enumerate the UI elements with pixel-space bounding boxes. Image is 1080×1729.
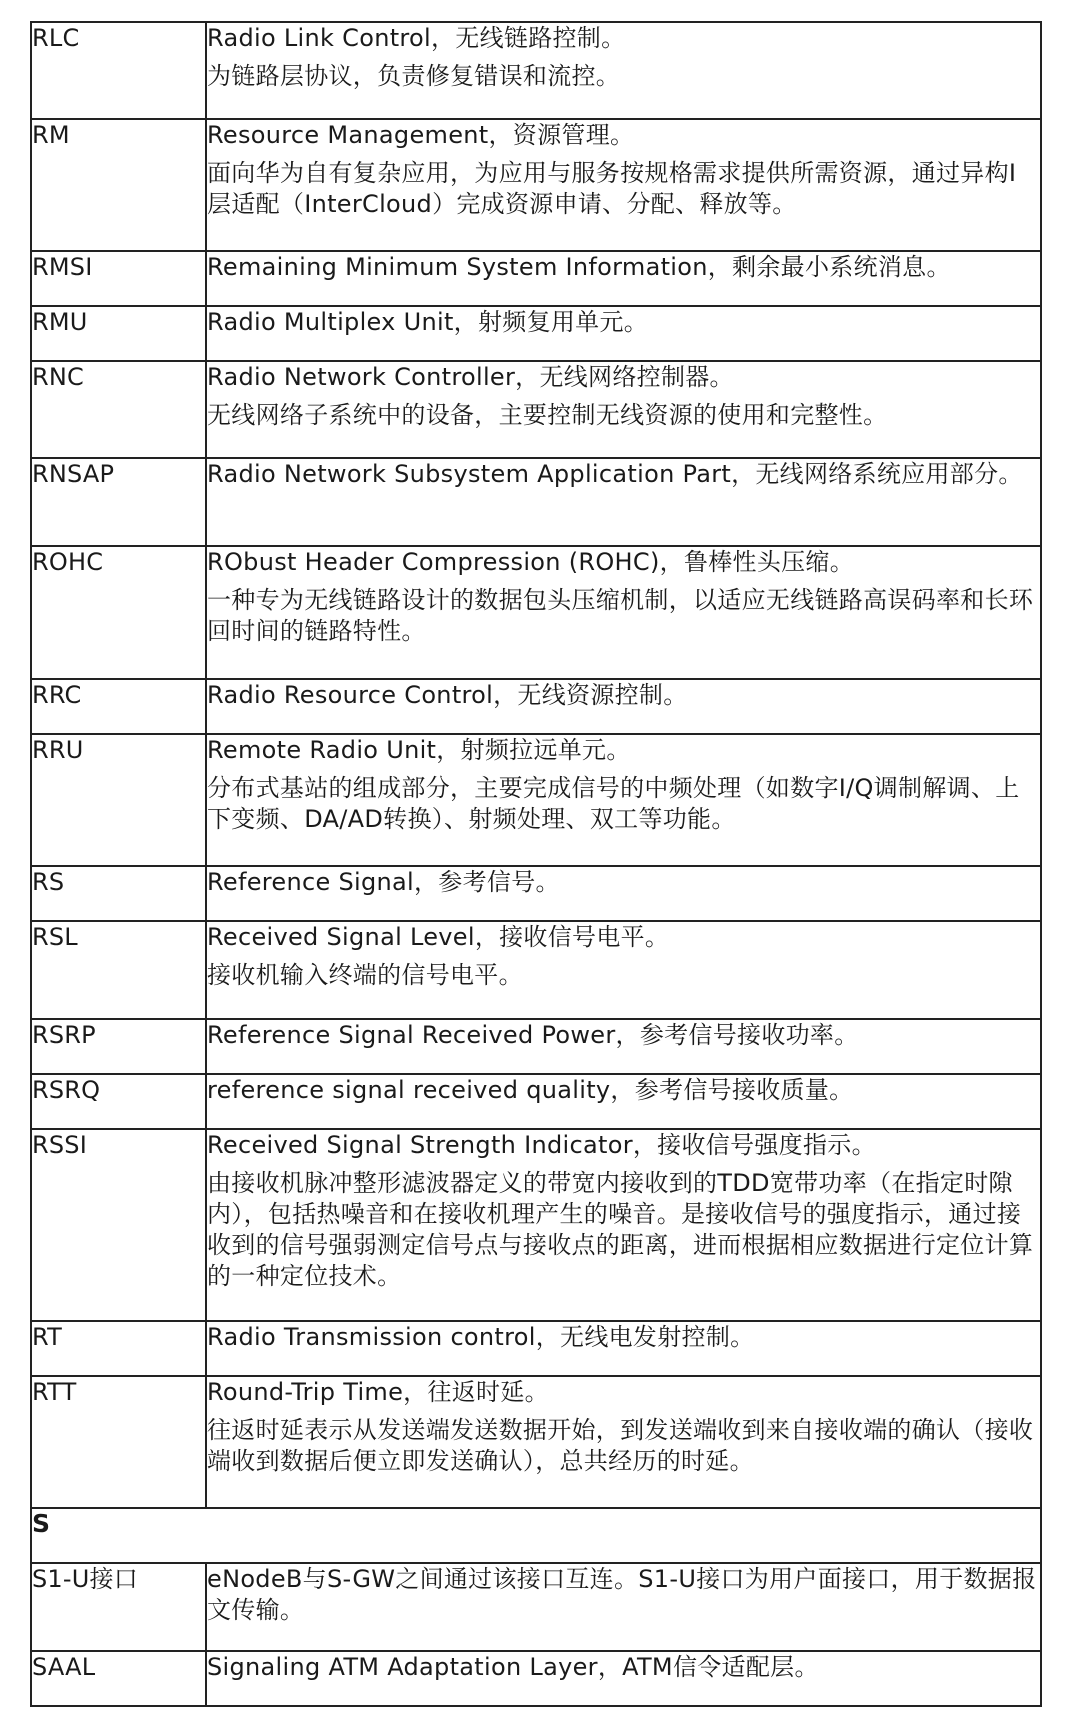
definition-cell <box>206 921 1041 1019</box>
definition-description: 接收机输入终端的信号电平。 <box>207 961 523 989</box>
definition-cell <box>206 458 1041 546</box>
table-row <box>31 1376 1041 1508</box>
definition-title: Resource Management，资源管理。 <box>207 121 635 149</box>
definition-description: 往返时延表示从发送端发送数据开始，到发送端收到来自接收端的确认（接收端收到数据后便立即发送确认），总共经历的时延。 <box>207 1416 1034 1475</box>
term-cell: S1-U接口 <box>31 1563 206 1651</box>
table-row <box>31 866 1041 921</box>
term-cell: ROHC <box>31 546 206 679</box>
definition-description: 面向华为自有复杂应用，为应用与服务按规格需求提供所需资源，通过异构I层适配（InterCloud）完成资源申请、分配、释放等。 <box>207 159 1017 218</box>
table-row <box>31 119 1041 251</box>
definition-title: Signaling ATM Adaptation Layer，ATM信令适配层。 <box>207 1653 819 1681</box>
definition-cell <box>206 1376 1041 1508</box>
table-row <box>31 1651 1041 1706</box>
glossary-table <box>30 21 1042 1707</box>
definition-cell <box>206 734 1041 866</box>
table-row <box>31 921 1041 1019</box>
table-row <box>31 1563 1041 1651</box>
table-row <box>31 306 1041 361</box>
definition-title: Reference Signal，参考信号。 <box>207 868 560 896</box>
term-cell: RTT <box>31 1376 206 1508</box>
term-cell: RS <box>31 866 206 921</box>
definition-title: Radio Network Controller，无线网络控制器。 <box>207 363 734 391</box>
table-row <box>31 1129 1041 1321</box>
definition-title: eNodeB与S-GW之间通过该接口互连。S1-U接口为用户面接口，用于数据报文传输。 <box>207 1565 1037 1624</box>
definition-cell <box>206 361 1041 458</box>
definition-title: Received Signal Strength Indicator，接收信号强度指示。 <box>207 1131 876 1159</box>
table-row <box>31 22 1041 119</box>
term-cell: RT <box>31 1321 206 1376</box>
term-cell: RRU <box>31 734 206 866</box>
table-row <box>31 1321 1041 1376</box>
term-cell: RMSI <box>31 251 206 306</box>
section-header: S <box>31 1508 1041 1563</box>
term-cell: RNC <box>31 361 206 458</box>
definition-cell <box>206 866 1041 921</box>
definition-title: Radio Link Control，无线链路控制。 <box>207 24 626 52</box>
table-row <box>31 734 1041 866</box>
definition-description: 为链路层协议，负责修复错误和流控。 <box>207 62 621 90</box>
definition-description: 一种专为无线链路设计的数据包头压缩机制，以适应无线链路高误码率和长环回时间的链路特性。 <box>207 586 1034 645</box>
definition-title: Received Signal Level，接收信号电平。 <box>207 923 670 951</box>
term-cell: RMU <box>31 306 206 361</box>
table-row <box>31 458 1041 546</box>
definition-title: Remaining Minimum System Information，剩余最小系统消息。 <box>207 253 951 281</box>
table-row <box>31 679 1041 734</box>
term-cell: RRC <box>31 679 206 734</box>
definition-title: reference signal received quality，参考信号接收质量。 <box>207 1076 854 1104</box>
term-cell: RSL <box>31 921 206 1019</box>
table-row <box>31 251 1041 306</box>
definition-cell <box>206 1019 1041 1074</box>
definition-cell <box>206 306 1041 361</box>
definition-title: Radio Resource Control，无线资源控制。 <box>207 681 688 709</box>
section-header-row <box>31 1508 1041 1563</box>
term-cell: RSSI <box>31 1129 206 1321</box>
definition-title: Reference Signal Received Power，参考信号接收功率。 <box>207 1021 859 1049</box>
definition-cell <box>206 1129 1041 1321</box>
term-cell: RLC <box>31 22 206 119</box>
term-cell: RNSAP <box>31 458 206 546</box>
term-cell: RSRQ <box>31 1074 206 1129</box>
table-row <box>31 361 1041 458</box>
definition-cell <box>206 1651 1041 1706</box>
definition-description: 由接收机脉冲整形滤波器定义的带宽内接收到的TDD宽带功率（在指定时隙内），包括热噪音和在接收机理产生的噪音。是接收信号的强度指示，通过接收到的信号强弱测定信号点与接收点的距离，进而根据相应数据进行定位计算的一种定位技术。 <box>207 1169 1034 1290</box>
definition-cell <box>206 1563 1041 1651</box>
definition-cell <box>206 546 1041 679</box>
definition-title: Radio Transmission control，无线电发射控制。 <box>207 1323 755 1351</box>
definition-cell <box>206 1074 1041 1129</box>
table-row <box>31 1074 1041 1129</box>
definition-description: 无线网络子系统中的设备，主要控制无线资源的使用和完整性。 <box>207 401 888 429</box>
definition-cell <box>206 679 1041 734</box>
table-row <box>31 1019 1041 1074</box>
definition-title: Remote Radio Unit，射频拉远单元。 <box>207 736 631 764</box>
term-cell: RSRP <box>31 1019 206 1074</box>
definition-title: Radio Multiplex Unit，射频复用单元。 <box>207 308 649 336</box>
definition-description: 分布式基站的组成部分，主要完成信号的中频处理（如数字I/Q调制解调、上下变频、DA/AD转换）、射频处理、双工等功能。 <box>207 774 1020 833</box>
term-cell: RM <box>31 119 206 251</box>
definition-cell <box>206 119 1041 251</box>
definition-title: Radio Network Subsystem Application Part，无线网络系统应用部分。 <box>207 460 1023 488</box>
definition-title: RObust Header Compression (ROHC)，鲁棒性头压缩。 <box>207 548 855 576</box>
definition-cell <box>206 251 1041 306</box>
term-cell: SAAL <box>31 1651 206 1706</box>
definition-title: Round-Trip Time，往返时延。 <box>207 1378 549 1406</box>
definition-cell <box>206 22 1041 119</box>
table-row <box>31 546 1041 679</box>
definition-cell <box>206 1321 1041 1376</box>
